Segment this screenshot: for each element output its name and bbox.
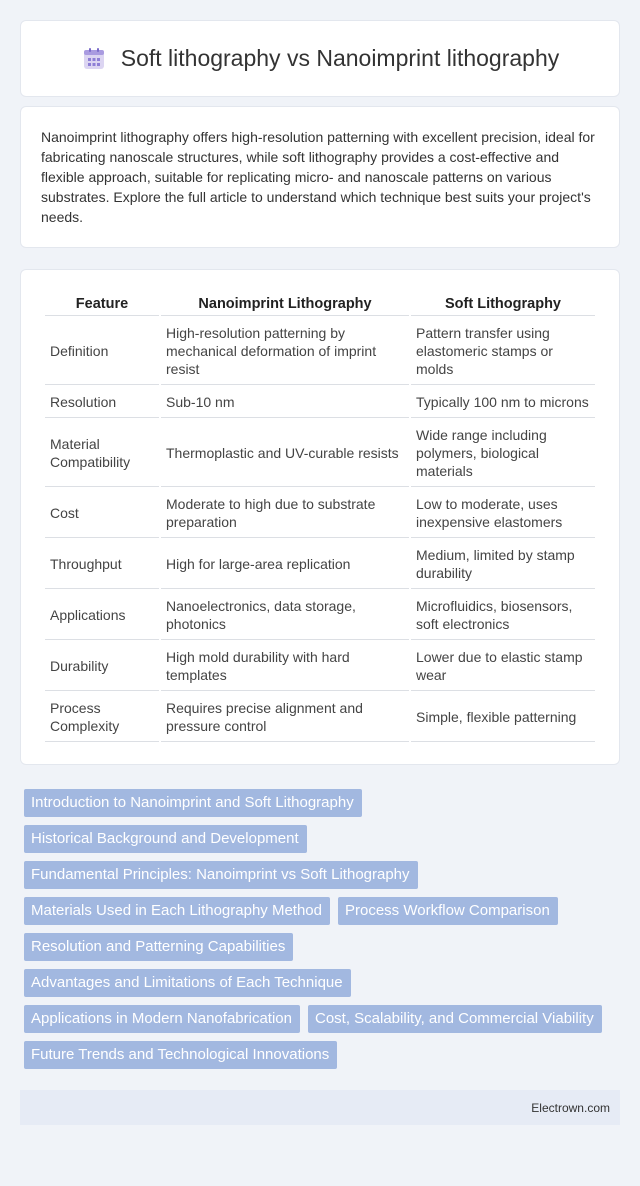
table-row [45, 387, 595, 418]
topic-link-principles[interactable]: Fundamental Principles: Nanoimprint vs Soft Lithography [24, 861, 418, 889]
nanoimprint-cell: Requires precise alignment and pressure control [161, 693, 409, 742]
page-title: Soft lithography vs Nanoimprint lithography [120, 45, 560, 71]
table-row [45, 540, 595, 589]
soft-cell: Low to moderate, uses inexpensive elastomers [411, 489, 595, 538]
feature-cell: Material Compatibility [45, 420, 159, 487]
soft-cell: Microfluidics, biosensors, soft electronics [411, 591, 595, 640]
intro-summary [20, 106, 620, 248]
feature-cell: Resolution [45, 387, 159, 418]
soft-cell: Typically 100 nm to microns [411, 387, 595, 418]
topic-link-history[interactable]: Historical Background and Development [24, 825, 307, 853]
feature-cell: Process Complexity [45, 693, 159, 742]
soft-cell: Wide range including polymers, biological materials [411, 420, 595, 487]
table-row [45, 420, 595, 487]
topic-link-future[interactable]: Future Trends and Technological Innovations [24, 1041, 337, 1069]
table-row [45, 489, 595, 538]
feature-cell: Throughput [45, 540, 159, 589]
intro-text: Nanoimprint lithography offers high-resolution patterning with excellent precision, ideal for fabricating nanoscale structures, while soft lithography provides a cost-effective and flexible approach, suitable for replicating micro- and nanoscale patterns on various substrates. Explore the full article to understand which technique best suits your project's needs. [41, 129, 595, 225]
column-header-soft: Soft Lithography [411, 292, 595, 316]
topic-link-introduction[interactable]: Introduction to Nanoimprint and Soft Lithography [24, 789, 362, 817]
table-row [45, 591, 595, 640]
topic-links [20, 789, 620, 1069]
topic-link-applications[interactable]: Applications in Modern Nanofabrication [24, 1005, 300, 1033]
table-row [45, 693, 595, 742]
nanoimprint-cell: Nanoelectronics, data storage, photonics [161, 591, 409, 640]
soft-cell: Lower due to elastic stamp wear [411, 642, 595, 691]
nanoimprint-cell: Thermoplastic and UV-curable resists [161, 420, 409, 487]
nanoimprint-cell: Sub-10 nm [161, 387, 409, 418]
topic-link-advantages[interactable]: Advantages and Limitations of Each Technique [24, 969, 351, 997]
topic-link-workflow[interactable]: Process Workflow Comparison [338, 897, 558, 925]
table-row [45, 318, 595, 385]
nanoimprint-cell: High mold durability with hard templates [161, 642, 409, 691]
footer [20, 1090, 620, 1125]
nanoimprint-cell: Moderate to high due to substrate preparation [161, 489, 409, 538]
feature-cell: Cost [45, 489, 159, 538]
column-header-nanoimprint: Nanoimprint Lithography [161, 292, 409, 316]
feature-cell: Applications [45, 591, 159, 640]
table-header-row [45, 292, 595, 316]
topic-link-materials[interactable]: Materials Used in Each Lithography Method [24, 897, 330, 925]
column-header-feature: Feature [45, 292, 159, 316]
topic-link-cost[interactable]: Cost, Scalability, and Commercial Viability [308, 1005, 602, 1033]
feature-cell: Durability [45, 642, 159, 691]
nanoimprint-cell: High for large-area replication [161, 540, 409, 589]
soft-cell: Medium, limited by stamp durability [411, 540, 595, 589]
footer-brand: Electrown.com [531, 1100, 610, 1115]
comparison-table [43, 290, 597, 744]
topic-link-resolution[interactable]: Resolution and Patterning Capabilities [24, 933, 293, 961]
comparison-table-card [20, 269, 620, 765]
nanoimprint-cell: High-resolution patterning by mechanical deformation of imprint resist [161, 318, 409, 385]
feature-cell: Definition [45, 318, 159, 385]
calendar-grid-icon [81, 46, 107, 72]
soft-cell: Simple, flexible patterning [411, 693, 595, 742]
table-row [45, 642, 595, 691]
soft-cell: Pattern transfer using elastomeric stamps or molds [411, 318, 595, 385]
page-header [20, 20, 620, 97]
